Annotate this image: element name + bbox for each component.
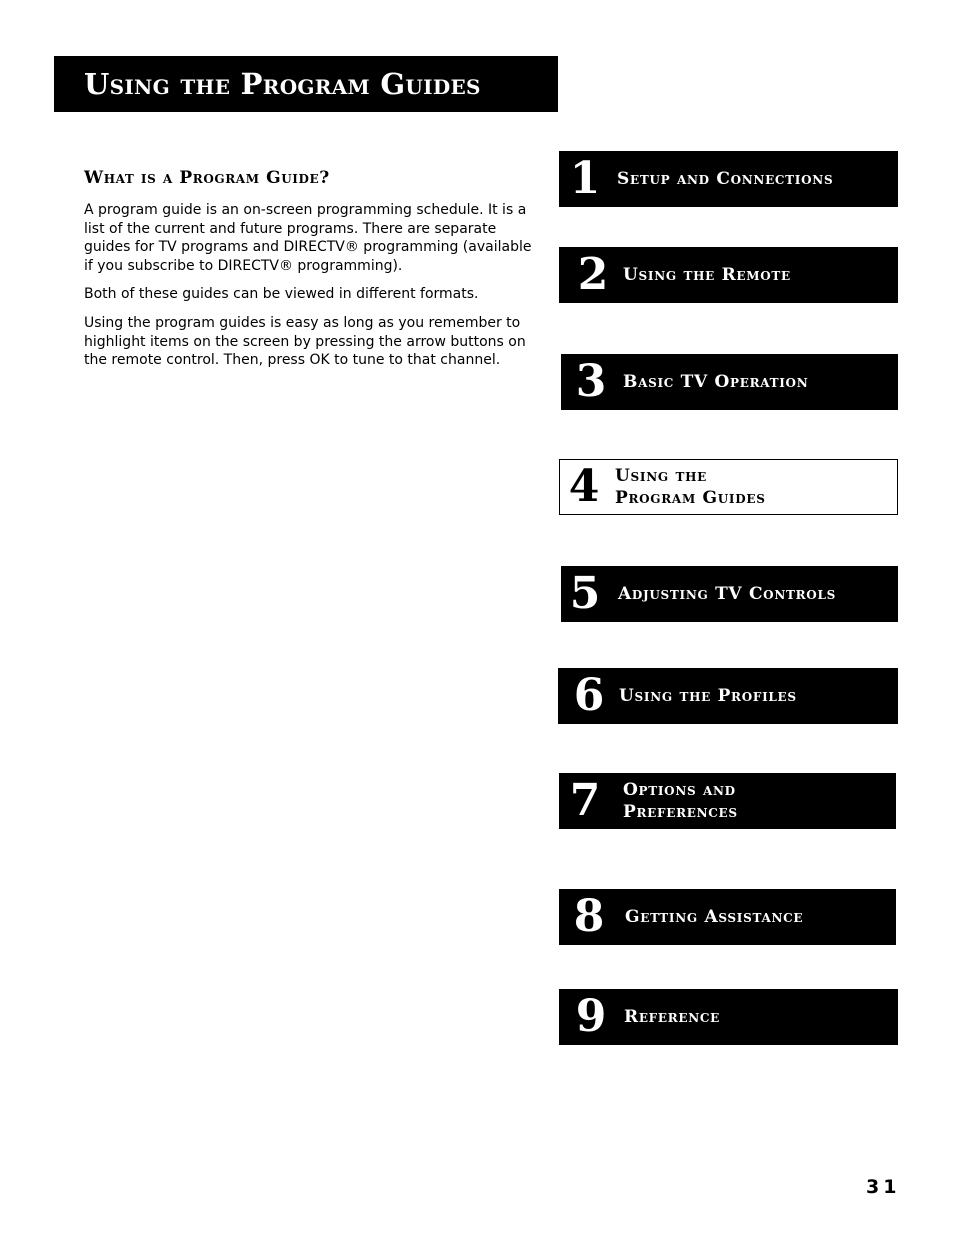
paragraph: Using the program guides is easy as long as you remember to highlight items on the screen by pressing the arrow buttons on the remote control. Then, press OK to tune to that channel. <box>84 314 526 369</box>
chapter-label: Reference <box>624 1007 721 1027</box>
page-title: Using the Program Guides <box>84 67 481 101</box>
chapter-label: Adjusting TV Controls <box>618 584 836 604</box>
chapter-label: Getting Assistance <box>625 907 804 927</box>
chapter-tab-4-current[interactable] <box>559 459 898 515</box>
page-number: 31 <box>866 1176 901 1198</box>
chapter-tab-1[interactable] <box>559 151 898 207</box>
chapter-label-line: Using the <box>615 466 707 486</box>
chapter-number: 5 <box>569 568 601 619</box>
chapter-number: 2 <box>577 249 609 300</box>
chapter-tab-5[interactable] <box>561 566 898 622</box>
chapter-number: 1 <box>569 153 601 204</box>
section-heading: What is a Program Guide? <box>84 168 330 188</box>
chapter-label <box>623 779 738 823</box>
chapter-number: 7 <box>569 775 601 826</box>
chapter-label <box>615 465 766 509</box>
chapter-number: 3 <box>575 356 607 407</box>
chapter-label-line: Options and <box>623 780 736 800</box>
chapter-tab-3[interactable] <box>561 354 898 410</box>
body-text <box>84 201 534 380</box>
chapter-number: 4 <box>568 461 600 512</box>
header-bar <box>54 56 558 112</box>
chapter-label: Basic TV Operation <box>623 372 809 392</box>
chapter-tab-2[interactable] <box>559 247 898 303</box>
paragraph: Both of these guides can be viewed in different formats. <box>84 286 479 303</box>
chapter-label-line: Program Guides <box>615 488 766 508</box>
chapter-number: 6 <box>573 670 605 721</box>
chapter-tab-9[interactable] <box>559 989 898 1045</box>
paragraph: A program guide is an on-screen programming schedule. It is a list of the current and future programs. There are separate guides for TV programs and DIRECTV® programming (available if you subscribe to DIRECTV® programming). <box>84 202 532 274</box>
chapter-number: 9 <box>575 991 607 1042</box>
chapter-number: 8 <box>573 891 605 942</box>
chapter-label: Using the Profiles <box>619 686 797 706</box>
chapter-tab-7[interactable] <box>559 773 896 829</box>
chapter-tab-6[interactable] <box>558 668 898 724</box>
chapter-tab-8[interactable] <box>559 889 896 945</box>
chapter-label: Setup and Connections <box>617 169 834 189</box>
chapter-label: Using the Remote <box>623 265 791 285</box>
chapter-label-line: Preferences <box>623 802 738 822</box>
